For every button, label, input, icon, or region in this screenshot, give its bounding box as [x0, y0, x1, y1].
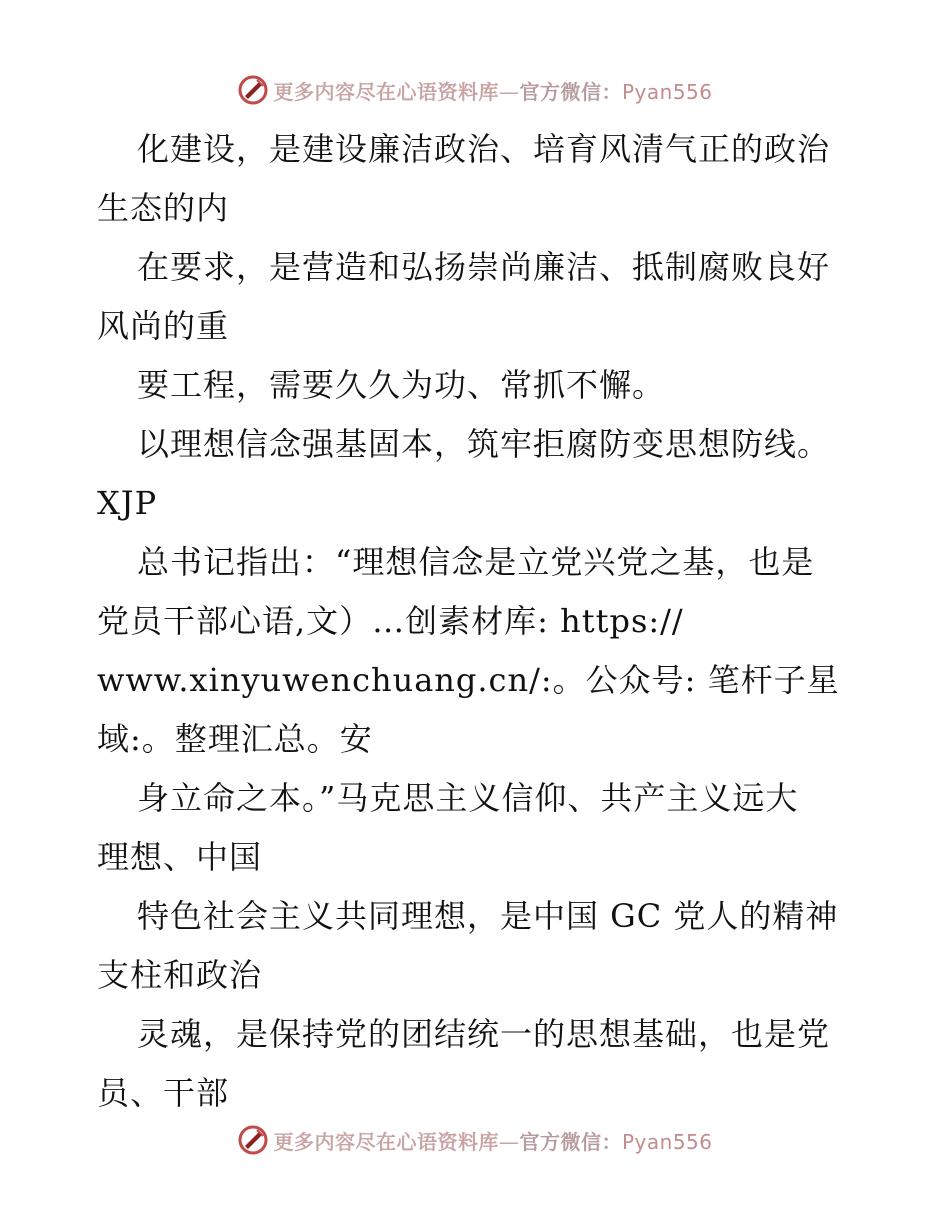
- footer-banner-id: Pyan556: [621, 1129, 713, 1154]
- body-line: 身立命之本。”马克思主义信仰、共产主义远大: [137, 779, 799, 817]
- body-line: 生态的内: [97, 189, 230, 227]
- header-banner-dash: —: [498, 79, 520, 104]
- body-line: 特色社会主义共同理想，是中国 GC 党人的精神: [137, 897, 839, 935]
- header-banner: [0, 70, 950, 110]
- body-line: 风尚的重: [97, 307, 230, 345]
- body-line: 化建设，是建设廉洁政治、培育风清气正的政治: [137, 130, 831, 168]
- body-line: 域:。整理汇总。安: [97, 720, 373, 758]
- body-line: 在要求，是营造和弘扬崇尚廉洁、抵制腐败良好: [137, 248, 831, 286]
- body-line: 党员干部心语,文）…创素材库: https://: [97, 602, 684, 640]
- body-line: 总书记指出：“理想信念是立党兴党之基，也是: [137, 543, 815, 581]
- body-line: 要工程，需要久久为功、常抓不懈。: [137, 366, 666, 404]
- footer-banner-wechat: 官方微信：: [519, 1129, 622, 1154]
- body-line: 灵魂，是保持党的团结统一的思想基础，也是党: [137, 1015, 831, 1053]
- brand-logo-icon: [237, 1124, 269, 1156]
- body-line: 支柱和政治: [97, 956, 263, 994]
- header-banner-id: Pyan556: [621, 79, 713, 104]
- header-banner-wechat: 官方微信：: [519, 79, 622, 104]
- body-line: XJP: [97, 484, 158, 522]
- document-body: [97, 120, 857, 1123]
- header-banner-main: 更多内容尽在心语资料库: [273, 79, 499, 104]
- footer-banner-dash: —: [498, 1129, 520, 1154]
- header-banner-text: [273, 76, 712, 105]
- footer-banner-text: [273, 1126, 712, 1155]
- body-line: 以理想信念强基固本，筑牢拒腐防变思想防线。: [137, 425, 831, 463]
- footer-banner: [0, 1120, 950, 1160]
- body-line: 员、干部: [97, 1074, 230, 1112]
- body-line: 理想、中国: [97, 838, 263, 876]
- footer-banner-main: 更多内容尽在心语资料库: [273, 1129, 499, 1154]
- body-line: www.xinyuwenchuang.cn/:。公众号: 笔杆子星: [97, 661, 840, 699]
- brand-logo-icon: [237, 74, 269, 106]
